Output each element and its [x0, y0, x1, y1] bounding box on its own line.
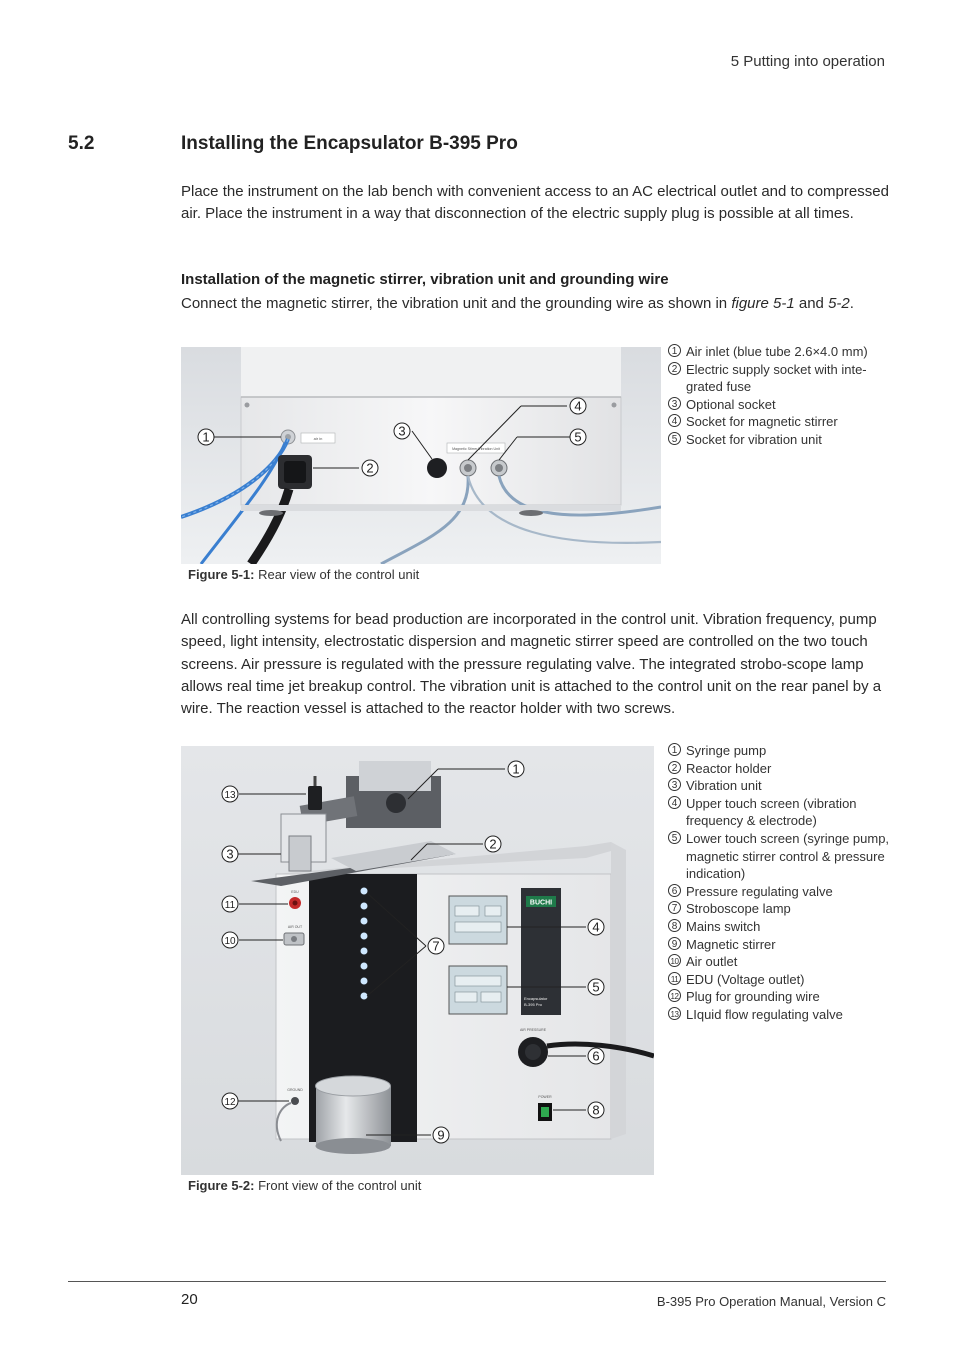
caption-label: Figure 5-1: [188, 567, 255, 582]
legend-item [668, 343, 898, 361]
legend-text: Magnetic stirrer [686, 936, 776, 952]
brand-text: BUCHI [529, 899, 553, 907]
callout-11 [222, 896, 238, 912]
legend-text: Pressure regulating valve [686, 883, 833, 899]
legend-text: Electric supply socket with inte-grated fuse [686, 361, 867, 395]
figure-1-legend [668, 343, 898, 449]
legend-number: 9 [668, 937, 681, 950]
svg-text:1: 1 [512, 761, 520, 777]
legend-number: 2 [668, 362, 681, 375]
front-view-illustration [181, 746, 654, 1175]
manual-title: B-395 Pro Operation Manual, Version C [656, 1294, 886, 1309]
socket-label-text: Magnetic Stirrer Vibration Unit [452, 447, 500, 451]
section-title: Installing the Encapsulator B-395 Pro [181, 133, 518, 154]
legend-number: 10 [668, 954, 681, 967]
optional-socket [427, 458, 447, 478]
legend-text: Mains switch [686, 918, 761, 934]
legend-item [668, 760, 898, 778]
legend-text: EDU (Voltage outlet) [686, 971, 805, 987]
air-inlet-label-text: air in [313, 436, 323, 441]
legend-item [668, 971, 898, 989]
callout-10 [222, 932, 238, 948]
svg-text:5: 5 [592, 979, 600, 995]
legend-text: LIquid flow regulating valve [686, 1006, 843, 1022]
svg-text:10: 10 [224, 936, 236, 947]
svg-text:2: 2 [489, 836, 497, 852]
legend-item [668, 883, 898, 901]
callout-4 [588, 919, 604, 935]
legend-number: 5 [668, 831, 681, 844]
callout-5 [588, 979, 604, 995]
legend-number: 6 [668, 884, 681, 897]
power-label: POWER [538, 1095, 552, 1099]
figure-rear-view [181, 347, 661, 564]
callout-7 [428, 938, 444, 954]
svg-text:4: 4 [592, 919, 600, 935]
intro-paragraph: Place the instrument on the lab bench with convenient access to an AC electrical outlet and to compressed air. Place the instrument in a way that disconnection of the electric supply plug is possible at all times. [181, 183, 889, 223]
legend-number: 2 [668, 761, 681, 774]
page-number: 20 [181, 1291, 198, 1308]
svg-text:11: 11 [224, 900, 236, 911]
legend-number: 5 [668, 432, 681, 445]
running-header: 5 Putting into operation [730, 53, 885, 70]
legend-text: Vibration unit [686, 778, 762, 794]
callout-13 [222, 786, 238, 802]
svg-text:12: 12 [224, 1097, 236, 1108]
legend-number: 3 [668, 778, 681, 791]
legend-number: 1 [668, 743, 681, 756]
svg-text:7: 7 [432, 938, 440, 954]
legend-text: Plug for grounding wire [686, 989, 820, 1005]
callout-2 [485, 836, 501, 852]
callout-2 [362, 460, 378, 476]
legend-item [668, 1006, 898, 1024]
legend-number: 12 [668, 989, 681, 1002]
figure-ref-1: figure 5-1 [731, 295, 795, 312]
legend-text: Optional socket [686, 396, 776, 412]
legend-item [668, 777, 898, 795]
legend-text: Lower touch screen (syringe pump, magnetic stirrer control & pressure indication) [686, 830, 890, 882]
legend-text: Socket for magnetic stirrer [686, 414, 838, 430]
legend-text: Upper touch screen (vibration frequency & electrode) [686, 795, 857, 829]
figure-2-legend [668, 742, 898, 1024]
legend-item [668, 988, 898, 1006]
svg-text:4: 4 [574, 398, 582, 414]
legend-item [668, 953, 898, 971]
callout-3 [394, 423, 410, 439]
connect-end: . [849, 295, 854, 312]
figure-2-caption [188, 1178, 421, 1193]
control-paragraph: All controlling systems for bead production are incorporated in the control unit. Vibration frequency, pump speed, light intensity, electrostatic dispersion and magnetic stirrer speed are controlled on the two touch screens. Air pressure is regulated with the pressure regulating valve. The integrated strobo-scope lamp allows real time jet breakup control. The vibration unit is attached to the control unit on the rear panel by a wire. The reaction vessel is attached to the reactor holder with two screws. [181, 611, 882, 718]
sub-heading: Installation of the magnetic stirrer, vibration unit and grounding wire [181, 271, 669, 288]
legend-number: 7 [668, 901, 681, 914]
legend-number: 8 [668, 919, 681, 932]
callout-1 [198, 429, 214, 445]
legend-number: 4 [668, 414, 681, 427]
callout-1 [508, 761, 524, 777]
svg-text:3: 3 [398, 423, 406, 439]
connect-text: Connect the magnetic stirrer, the vibration unit and the grounding wire as shown in [181, 295, 732, 312]
connect-and: and [794, 295, 829, 312]
liquid-flow-valve [308, 786, 322, 810]
callout-8 [588, 1102, 604, 1118]
legend-item [668, 396, 898, 414]
legend-item [668, 413, 898, 431]
footer-rule [68, 1281, 886, 1282]
legend-item [668, 936, 898, 954]
upper-housing [241, 347, 621, 397]
legend-text: Syringe pump [686, 743, 767, 758]
svg-text:5: 5 [574, 429, 582, 445]
caption-text: Front view of the control unit [254, 1178, 422, 1193]
connect-paragraph [181, 293, 891, 315]
legend-text: Air outlet [686, 954, 738, 970]
svg-text:9: 9 [437, 1127, 445, 1143]
legend-item [668, 431, 898, 449]
legend-text: Reactor holder [686, 760, 772, 776]
legend-number: 13 [668, 1007, 681, 1020]
upper-touch-screen [449, 896, 507, 944]
edu-label: EDU [291, 890, 299, 894]
model-text-line2: B-395 Pro [524, 1002, 543, 1007]
legend-number: 11 [668, 972, 681, 985]
svg-text:6: 6 [592, 1048, 600, 1064]
legend-text: Air inlet (blue tube 2.6×4.0 mm) [686, 344, 868, 359]
legend-number: 1 [668, 344, 681, 357]
legend-text: Stroboscope lamp [686, 901, 791, 917]
screw-icon [612, 403, 617, 408]
svg-text:3: 3 [226, 846, 234, 862]
svg-text:2: 2 [366, 460, 374, 476]
legend-item [668, 742, 898, 760]
legend-item [668, 918, 898, 936]
legend-number: 3 [668, 397, 681, 410]
screw-icon [245, 403, 250, 408]
legend-item [668, 900, 898, 918]
callout-6 [588, 1048, 604, 1064]
figure-ref-2: 5-2 [828, 295, 850, 312]
ground-plug [291, 1097, 299, 1105]
svg-text:8: 8 [592, 1102, 600, 1118]
callout-3 [222, 846, 238, 862]
callout-9 [433, 1127, 449, 1143]
legend-item [668, 361, 898, 396]
model-text-line1: Encapsulator [524, 996, 548, 1001]
svg-text:13: 13 [224, 790, 236, 801]
caption-label: Figure 5-2: [188, 1178, 255, 1193]
legend-text: Socket for vibration unit [686, 431, 822, 447]
legend-item [668, 795, 898, 830]
figure-front-view [181, 746, 654, 1175]
callout-5 [570, 429, 586, 445]
legend-number: 4 [668, 796, 681, 809]
legend-item [668, 830, 898, 883]
air-out-label: AIR OUT [287, 925, 303, 929]
air-pressure-label: AIR PRESSURE [519, 1028, 547, 1032]
lower-touch-screen [449, 966, 507, 1014]
ground-label: GROUND [287, 1088, 303, 1092]
rear-view-illustration [181, 347, 661, 564]
svg-text:1: 1 [202, 429, 210, 445]
callout-4 [570, 398, 586, 414]
figure-1-caption [188, 567, 419, 582]
caption-text: Rear view of the control unit [254, 567, 420, 582]
section-number: 5.2 [68, 133, 95, 154]
callout-12 [222, 1093, 238, 1109]
